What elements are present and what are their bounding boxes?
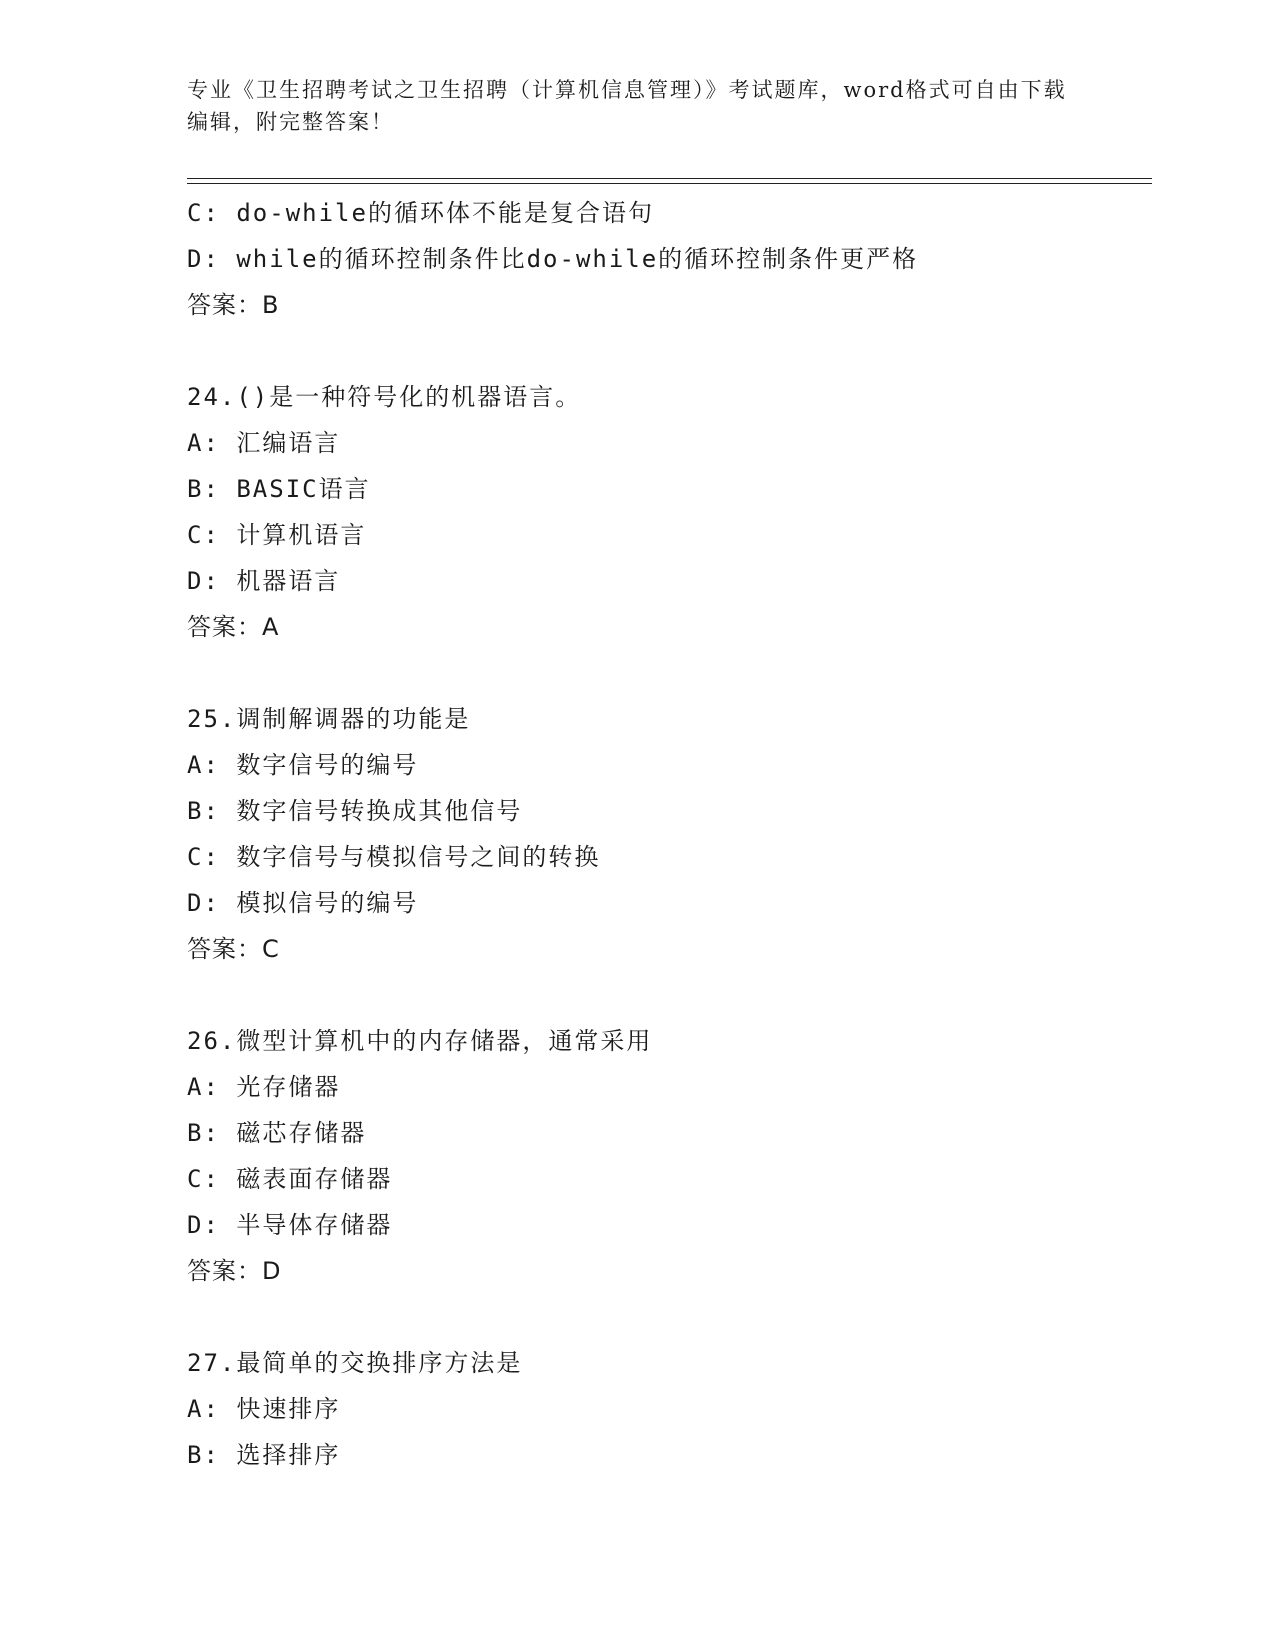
header-divider-bottom [187, 183, 1152, 184]
option-c: C: 数字信号与模拟信号之间的转换 [187, 843, 601, 871]
question-list [187, 190, 1147, 1478]
question-25: 25.调制解调器的功能是 [187, 705, 471, 733]
answer: 答案：A [187, 613, 280, 641]
option-c: C: do-while的循环体不能是复合语句 [187, 199, 654, 227]
answer: 答案：C [187, 935, 280, 963]
option-c: C: 磁表面存储器 [187, 1165, 393, 1193]
option-d: D: 模拟信号的编号 [187, 889, 419, 917]
answer: 答案：D [187, 1257, 282, 1285]
option-d: D: while的循环控制条件比do-while的循环控制条件更严格 [187, 245, 919, 273]
option-a: A: 汇编语言 [187, 429, 341, 457]
option-d: D: 半导体存储器 [187, 1211, 393, 1239]
option-b: B: 数字信号转换成其他信号 [187, 797, 523, 825]
option-a: A: 快速排序 [187, 1395, 341, 1423]
option-c: C: 计算机语言 [187, 521, 367, 549]
option-b: B: 磁芯存储器 [187, 1119, 367, 1147]
question-26: 26.微型计算机中的内存储器，通常采用 [187, 1027, 653, 1055]
document-header: 专业《卫生招聘考试之卫生招聘（计算机信息管理）》考试题库，word格式可自由下载编辑，附完整答案！ [187, 78, 1067, 134]
question-27: 27.最简单的交换排序方法是 [187, 1349, 523, 1377]
question-24: 24.()是一种符号化的机器语言。 [187, 383, 582, 411]
option-a: A: 数字信号的编号 [187, 751, 419, 779]
option-a: A: 光存储器 [187, 1073, 341, 1101]
option-d: D: 机器语言 [187, 567, 341, 595]
header-divider-top [187, 178, 1152, 179]
option-b: B: BASIC语言 [187, 475, 371, 503]
option-b: B: 选择排序 [187, 1441, 341, 1469]
answer: 答案：B [187, 291, 280, 319]
